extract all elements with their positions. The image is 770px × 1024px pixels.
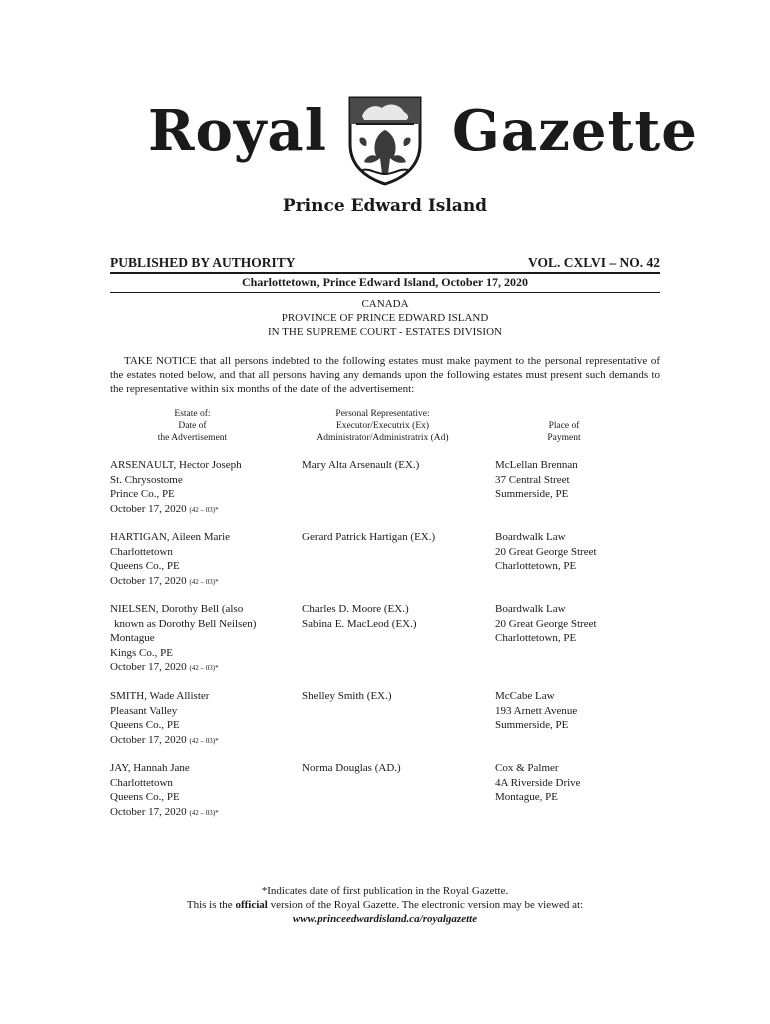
payment-cell: Boardwalk Law 20 Great George Street Charlottetown, PE xyxy=(495,531,597,572)
payment-cell: McLellan Brennan 37 Central Street Summerside, PE xyxy=(495,459,578,500)
masthead-word-gazette: Gazette xyxy=(452,98,698,164)
court-line-province: PROVINCE OF PRINCE EDWARD ISLAND xyxy=(281,312,489,324)
official-version-note: This is the official version of the Royal Gazette. The electronic version may be viewed at: xyxy=(186,899,584,911)
representative-cell: Mary Alta Arsenault (EX.) xyxy=(302,459,420,471)
column-header-representative: Personal Representative: Executor/Executrix (Ex) Administrator/Administratrix (Ad) xyxy=(316,409,449,443)
estate-entry xyxy=(110,689,670,761)
publication-reference: (42 – 03)* xyxy=(189,577,219,586)
estate-entries xyxy=(110,458,670,833)
court-line-canada: CANADA xyxy=(361,298,409,310)
volume-number: VOL. CXLVI – NO. 42 xyxy=(527,255,660,270)
payment-cell: McCabe Law 193 Arnett Avenue Summerside, PE xyxy=(495,690,578,731)
representative-cell: Shelley Smith (EX.) xyxy=(302,690,392,702)
gazette-url-link[interactable]: www.princeedwardisland.ca/royalgazette xyxy=(292,913,478,925)
publication-reference: (42 – 03)* xyxy=(189,736,219,745)
court-heading xyxy=(110,297,660,339)
publication-reference: (42 – 03)* xyxy=(189,505,219,514)
page-footer xyxy=(110,884,660,926)
estate-cell: SMITH, Wade Allister Pleasant Valley Queens Co., PE October 17, 2020 (42 – 03)* xyxy=(110,690,219,746)
header-rule-top xyxy=(110,272,660,274)
footnote: *Indicates date of first publication in the Royal Gazette. xyxy=(261,885,509,897)
header-rule-bottom xyxy=(110,292,660,293)
representative-cell: Gerard Patrick Hartigan (EX.) xyxy=(302,531,436,543)
column-header-payment: Place of Payment xyxy=(547,421,581,443)
estate-entry xyxy=(110,602,670,689)
notice-paragraph: TAKE NOTICE that all persons indebted to the following estates must make payment to the personal representative of the estates noted below, and that all persons having any demands upon the following estates must present such demands to the representative within six months of the date of the advertisement: xyxy=(110,355,660,395)
masthead xyxy=(0,92,770,192)
estate-cell: JAY, Hannah Jane Charlottetown Queens Co., PE October 17, 2020 (42 – 03)* xyxy=(110,762,219,818)
publication-reference: (42 – 03)* xyxy=(189,664,219,672)
estate-cell: HARTIGAN, Aileen Marie Charlottetown Queens Co., PE October 17, 2020 (42 – 03)* xyxy=(110,531,231,587)
masthead-word-royal: Royal xyxy=(148,98,327,164)
estate-cell: ARSENAULT, Hector Joseph St. Chrysostome Prince Co., PE October 17, 2020 (42 – 03)* xyxy=(110,459,242,515)
payment-cell: Cox & Palmer 4A Riverside Drive Montague, PE xyxy=(495,762,581,803)
representative-cell: Norma Douglas (AD.) xyxy=(302,762,401,774)
column-header-estate: Estate of: Date of the Advertisement xyxy=(157,409,228,443)
publication-reference: (42 – 03)* xyxy=(189,808,219,817)
estate-entry xyxy=(110,530,670,602)
publication-header xyxy=(110,255,660,273)
dateline: Charlottetown, Prince Edward Island, October 17, 2020 xyxy=(241,275,529,289)
payment-cell: Boardwalk Law 20 Great George Street Charlottetown, PE xyxy=(495,603,597,644)
estate-cell: NIELSEN, Dorothy Bell (also known as Dorothy Bell Neilsen) Montague Kings Co., PE October 17, 2020 (42 – 03)* xyxy=(110,603,257,673)
provincial-crest-icon xyxy=(342,94,428,186)
representative-cell: Charles D. Moore (EX.) Sabina E. MacLeod (EX.) xyxy=(302,603,417,630)
estate-entry xyxy=(110,458,670,530)
estate-entry xyxy=(110,761,670,833)
court-line-division: IN THE SUPREME COURT - ESTATES DIVISION xyxy=(268,326,502,338)
published-by-authority: PUBLISHED BY AUTHORITY xyxy=(110,255,296,270)
masthead-subtitle: Prince Edward Island xyxy=(282,196,488,216)
